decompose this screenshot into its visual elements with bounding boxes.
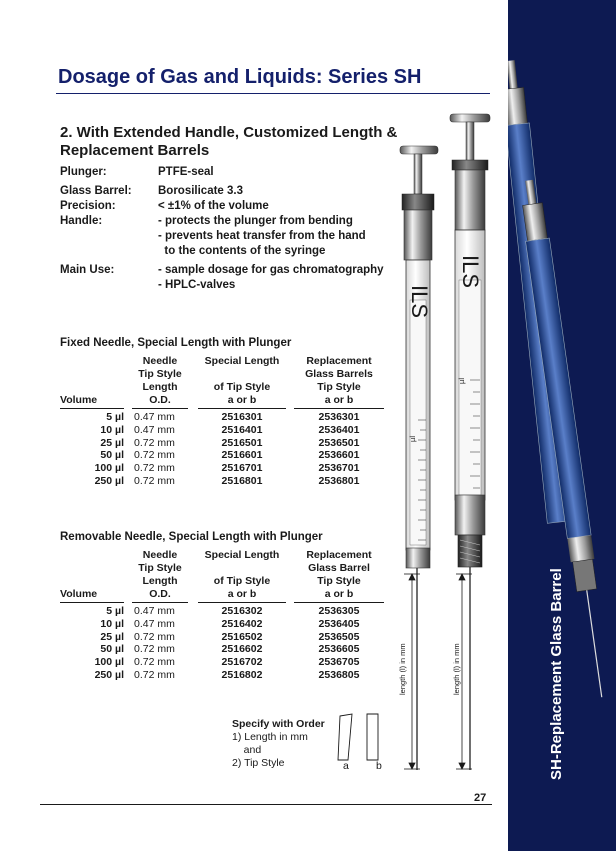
- table_removable-cell-special: 2516602: [221, 643, 263, 656]
- replacement-barrels-illustration: [508, 0, 616, 851]
- order-line-3: 2) Tip Style: [232, 757, 285, 769]
- table_removable-cell-replacement: 2536805: [318, 669, 360, 681]
- order-title: Specify with Order: [232, 718, 325, 730]
- table_fixed-header-volume: Volume: [60, 394, 98, 406]
- table_fixed-cell-special: 2516301: [221, 411, 263, 423]
- table_fixed-header-needle-0: Needle: [142, 355, 178, 367]
- table_fixed-cell-replacement: 2536801: [318, 475, 360, 487]
- table_removable-cell-volume: 10 µl: [100, 617, 124, 630]
- sidebar-label: SH-Replacement Glass Barrel: [548, 568, 565, 780]
- table_fixed-cell-replacement: 2536501: [318, 436, 360, 449]
- table_removable-cell-od: 0.72 mm: [134, 643, 175, 656]
- table_fixed-header-replacement-0: Replacement: [306, 355, 372, 367]
- table_fixed-cell-special: 2516601: [221, 449, 263, 462]
- table_fixed-header-special-0: Special Length: [204, 355, 280, 367]
- table_fixed-cell-od: 0.72 mm: [134, 475, 175, 487]
- footer-divider: [40, 804, 492, 805]
- table_fixed-cell-volume: 5 µl: [106, 411, 124, 423]
- table_removable-header-volume: Volume: [60, 588, 98, 600]
- table-fixed-title: Fixed Needle, Special Length with Plunger: [60, 337, 292, 349]
- table_removable-header-replacement-1: Glass Barrel: [308, 562, 370, 574]
- table_fixed-cell-od: 0.47 mm: [134, 423, 175, 436]
- table_removable-header-replacement-3: a or b: [324, 588, 354, 600]
- table_removable-cell-volume: 50 µl: [100, 643, 124, 656]
- table_fixed-cell-od: 0.47 mm: [134, 411, 175, 423]
- table_removable-cell-volume: 100 µl: [94, 656, 124, 669]
- table_fixed-cell-special: 2516501: [221, 436, 263, 449]
- table_fixed-cell-replacement: 2536601: [318, 449, 360, 462]
- table_fixed-header-needle-1: Tip Style: [138, 368, 182, 380]
- table_fixed-cell-volume: 250 µl: [94, 475, 124, 487]
- table_removable-cell-volume: 25 µl: [100, 630, 124, 643]
- table_fixed-cell-special: 2516401: [221, 423, 263, 436]
- spec-value-handle-1: - protects the plunger from bending: [158, 215, 353, 227]
- table_removable-cell-replacement: 2536405: [318, 617, 360, 630]
- length-label-left: length (l) in mm: [398, 643, 407, 695]
- replacement-barrel-2: [517, 179, 613, 699]
- table_fixed-cell-replacement: 2536301: [318, 411, 360, 423]
- tip-style-sketches: [338, 714, 378, 760]
- table_removable-cell-special: 2516802: [221, 669, 263, 681]
- table_removable-cell-replacement: 2536505: [318, 630, 360, 643]
- table_fixed-header-special-2: of Tip Style: [213, 381, 271, 393]
- table_fixed-cell-od: 0.72 mm: [134, 449, 175, 462]
- table_removable-header-needle-3: O.D.: [149, 588, 171, 600]
- table_removable-cell-od: 0.72 mm: [134, 630, 175, 643]
- spec-value-main-use-1: - sample dosage for gas chromatography: [158, 264, 384, 276]
- table_fixed-cell-volume: 10 µl: [100, 423, 124, 436]
- table_removable-cell-special: 2516402: [221, 617, 263, 630]
- spec-value-handle-3: to the contents of the syringe: [158, 245, 326, 257]
- table_fixed-header-replacement-1: Glass Barrels: [305, 368, 373, 380]
- table_removable-header-replacement-0: Replacement: [306, 549, 372, 561]
- page-title: Dosage of Gas and Liquids: Series SH: [58, 66, 422, 88]
- table_fixed-cell-special: 2516701: [221, 462, 263, 475]
- table_fixed-cell-replacement: 2536701: [318, 462, 360, 475]
- barrel-mark-left: ILS: [407, 285, 432, 319]
- table_removable-header-special-2: of Tip Style: [213, 575, 271, 587]
- spec-value-plunger: PTFE-seal: [158, 166, 214, 178]
- table_removable-cell-od: 0.47 mm: [134, 617, 175, 630]
- table_removable-cell-replacement: 2536305: [318, 605, 360, 617]
- table_removable-header-needle-0: Needle: [142, 549, 178, 561]
- spec-label-plunger: Plunger:: [60, 166, 107, 178]
- tip-style-a-label: a: [343, 760, 349, 772]
- scale-unit-left: µl: [408, 436, 417, 442]
- table_fixed-cell-volume: 25 µl: [100, 436, 124, 449]
- table_removable-header-replacement-2: Tip Style: [317, 575, 361, 587]
- table_removable-cell-od: 0.72 mm: [134, 656, 175, 669]
- table_fixed-header-special-3: a or b: [227, 394, 257, 406]
- order-line-2: and: [232, 744, 262, 756]
- table_removable-cell-volume: 250 µl: [94, 669, 124, 681]
- table_removable-cell-replacement: 2536705: [318, 656, 360, 669]
- length-dimension-arrows: [404, 574, 472, 769]
- table_removable-header-special-3: a or b: [227, 588, 257, 600]
- table_removable-cell-volume: 5 µl: [106, 605, 124, 617]
- table_fixed-cell-special: 2516801: [221, 475, 263, 487]
- table_fixed-header-replacement-2: Tip Style: [317, 381, 361, 393]
- table_removable-header-needle-2: Length: [142, 575, 178, 587]
- tip-style-b-label: b: [376, 760, 382, 772]
- order-line-1: 1) Length in mm: [232, 731, 308, 743]
- spec-label-precision: Precision:: [60, 200, 116, 212]
- scale-unit-middle: µl: [457, 378, 466, 384]
- spec-label-main-use: Main Use:: [60, 264, 115, 276]
- spec-label-handle: Handle:: [60, 215, 103, 227]
- spec-value-precision: < ±1% of the volume: [158, 200, 269, 212]
- table-removable-title: Removable Needle, Special Length with Plunger: [60, 531, 323, 543]
- table_removable-header-special-0: Special Length: [204, 549, 280, 561]
- spec-value-handle-2: - prevents heat transfer from the hand: [158, 230, 366, 242]
- table_fixed-header-needle-3: O.D.: [149, 394, 171, 406]
- page-number: 27: [474, 792, 487, 804]
- table_removable-cell-special: 2516702: [221, 656, 263, 669]
- section-heading: 2. With Extended Handle, Customized Length & Replacement Barrels: [60, 124, 398, 159]
- table_fixed-cell-replacement: 2536401: [318, 423, 360, 436]
- length-label-middle: length (l) in mm: [452, 643, 461, 695]
- table_removable-cell-od: 0.72 mm: [134, 669, 175, 681]
- table_removable-cell-replacement: 2536605: [318, 643, 360, 656]
- table_fixed-cell-volume: 100 µl: [94, 462, 124, 475]
- table_removable-cell-special: 2516502: [221, 630, 263, 643]
- spec-label-glass-barrel: Glass Barrel:: [60, 185, 132, 197]
- table_removable-cell-od: 0.47 mm: [134, 605, 175, 617]
- barrel-mark-middle: ILS: [458, 255, 483, 289]
- table_fixed-cell-od: 0.72 mm: [134, 436, 175, 449]
- table_fixed-header-replacement-3: a or b: [324, 394, 354, 406]
- spec-value-glass-barrel: Borosilicate 3.3: [158, 185, 244, 197]
- spec-value-main-use-2: - HPLC-valves: [158, 279, 236, 291]
- table_removable-header-needle-1: Tip Style: [138, 562, 182, 574]
- table_fixed-header-needle-2: Length: [142, 381, 178, 393]
- table_fixed-cell-volume: 50 µl: [100, 449, 124, 462]
- table_fixed-cell-od: 0.72 mm: [134, 462, 175, 475]
- table_removable-cell-special: 2516302: [221, 605, 263, 617]
